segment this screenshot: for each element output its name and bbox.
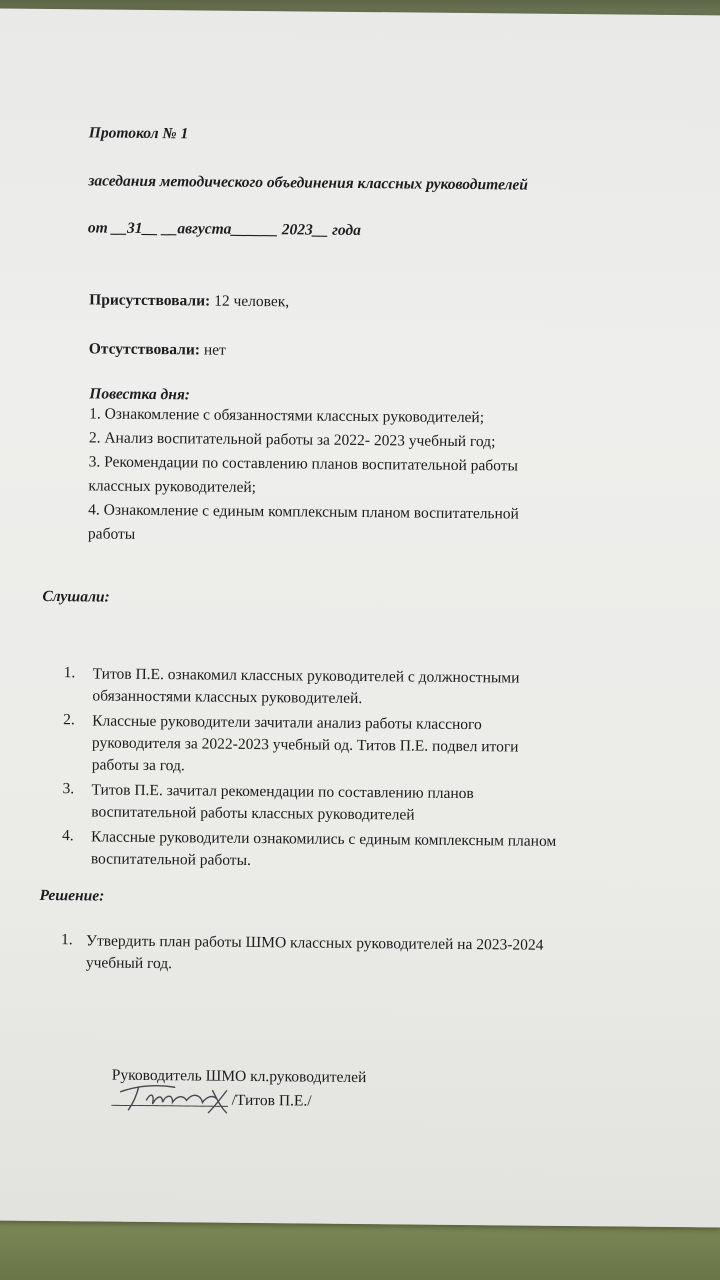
absent-label: Отсутствовали: — [88, 340, 201, 359]
absent-value: нет — [203, 341, 226, 359]
footer-sign-line: _______________ /Титов П.Е./ — [111, 1090, 312, 1110]
protocol-date: от __31__ __августа______ 2023__ года — [87, 219, 361, 239]
footer-role: Руководитель ШМО кл.руководителей — [111, 1066, 367, 1087]
protocol-title: Протокол № 1 — [88, 124, 189, 143]
agenda-line: классных руководителей; — [88, 477, 257, 497]
agenda-line: работы — [87, 525, 136, 543]
decision-heading: Решение: — [39, 886, 105, 905]
decision-item-line: учебный год. — [85, 954, 173, 973]
heard-item-number: 1. — [63, 664, 76, 682]
protocol-subtitle: заседания методического объединения классных руководителей — [88, 172, 529, 194]
heard-heading: Слушали: — [42, 587, 110, 606]
present-line — [89, 290, 289, 312]
handwritten-signature — [116, 1078, 246, 1119]
agenda-line: 1. Ознакомление с обязанностями классных руководителей; — [89, 405, 485, 427]
present-value: 12 человек, — [214, 292, 290, 311]
heard-item-number: 4. — [61, 827, 74, 845]
heard-item-line: воспитательной работы классных руководителей — [91, 803, 415, 824]
agenda-line: 4. Ознакомление с единым комплексным планом воспитательной — [88, 501, 519, 523]
agenda-line: 3. Рекомендации по составлению планов воспитательной работы — [88, 453, 518, 475]
heard-item-line: Классные руководители зачитали анализ работы классного — [92, 712, 482, 734]
decision-item-number: 1. — [60, 931, 73, 949]
heard-item-line: Титов П.Е. ознакомил классных руководителей с должностными — [92, 665, 520, 687]
heard-item-number: 3. — [62, 780, 75, 798]
heard-item-line: руководителя за 2022-2023 учебный од. Титов П.Е. подвел итоги — [91, 734, 519, 756]
absent-line — [89, 339, 226, 360]
present-label: Присутствовали: — [89, 291, 211, 310]
heard-item-line: Классные руководители ознакомились с единым комплексным планом — [90, 828, 557, 850]
agenda-heading: Повестка дня: — [89, 385, 191, 404]
heard-item-number: 2. — [63, 711, 75, 729]
decision-item-line: Утвердить план работы ШМО классных руководителей на 2023-2024 — [85, 932, 544, 954]
agenda-line: 2. Анализ воспитательной работы за 2022- 2023 учебный год; — [88, 429, 496, 451]
heard-item-line: работы за год. — [91, 756, 185, 775]
heard-item-line: обязанностями классных руководителей. — [92, 687, 363, 708]
document-sheet — [0, 8, 720, 1227]
heard-item-line: воспитательной работы. — [90, 850, 251, 869]
heard-item-line: Титов П.Е. зачитал рекомендации по составлению планов — [91, 781, 474, 803]
